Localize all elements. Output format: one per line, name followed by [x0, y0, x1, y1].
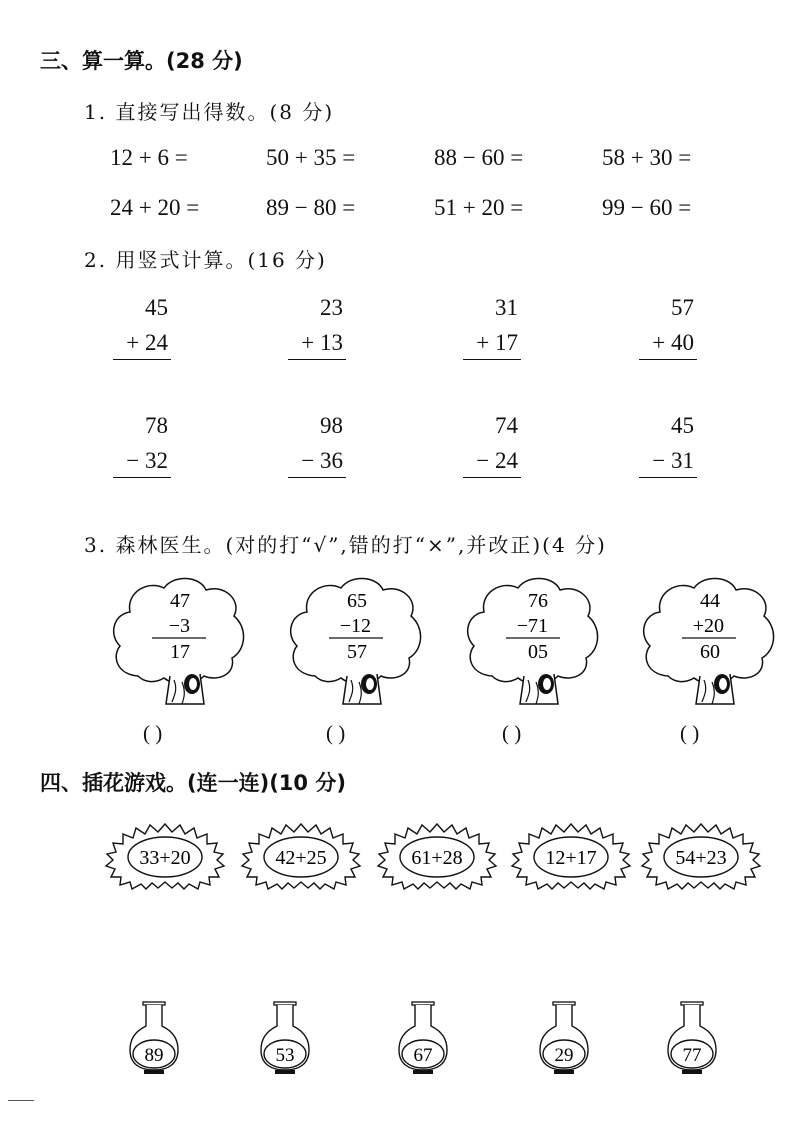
vase-illustration[interactable]	[255, 1000, 315, 1076]
vertical-bottom-number: − 32	[126, 448, 168, 473]
mental-math-item: 12 + 6 =	[110, 145, 188, 170]
vertical-bottom-number: − 36	[301, 448, 343, 473]
question-1-title: 1. 直接写出得数。(8 分)	[84, 100, 335, 124]
flower-illustration[interactable]	[376, 822, 498, 890]
vertical-top-number: 23	[320, 295, 343, 320]
answer-blank[interactable]: ( )	[143, 721, 163, 745]
vertical-underline	[463, 477, 521, 478]
vase-illustration[interactable]	[124, 1000, 184, 1076]
tree-operand: −71	[516, 615, 548, 637]
vase-number: 53	[275, 1045, 295, 1066]
mental-math-item: 24 + 20 =	[110, 195, 200, 220]
answer-blank[interactable]: ( )	[502, 721, 522, 745]
tree-top-number: 65	[347, 590, 367, 612]
tree-illustration	[638, 576, 778, 711]
mental-math-item: 58 + 30 =	[602, 145, 692, 170]
vase-illustration[interactable]	[534, 1000, 594, 1076]
vertical-top-number: 45	[671, 413, 694, 438]
vertical-underline	[639, 477, 697, 478]
tree-illustration	[108, 576, 248, 711]
vertical-bottom-number: − 24	[476, 448, 518, 473]
vertical-bottom-number: + 17	[476, 330, 518, 355]
vase-number: 89	[144, 1045, 164, 1066]
tree-illustration	[462, 576, 602, 711]
mental-math-item: 99 − 60 =	[602, 195, 692, 220]
vertical-underline	[463, 359, 521, 360]
flower-illustration[interactable]	[640, 822, 762, 890]
mental-math-item: 89 − 80 =	[266, 195, 356, 220]
tree-operand: +20	[692, 615, 724, 637]
vertical-bottom-number: + 40	[652, 330, 694, 355]
vertical-top-number: 45	[145, 295, 168, 320]
tree-top-number: 47	[170, 590, 190, 612]
vase-illustration[interactable]	[393, 1000, 453, 1076]
flower-illustration[interactable]	[104, 822, 226, 890]
section-4-title: 四、插花游戏。(连一连)(10 分)	[40, 771, 346, 795]
vase-illustration[interactable]	[662, 1000, 722, 1076]
answer-blank[interactable]: ( )	[326, 721, 346, 745]
vertical-top-number: 57	[671, 295, 694, 320]
vase-number: 67	[413, 1045, 433, 1066]
mental-math-item: 51 + 20 =	[434, 195, 524, 220]
tree-top-number: 76	[528, 590, 548, 612]
flower-illustration[interactable]	[510, 822, 632, 890]
vertical-underline	[113, 477, 171, 478]
tree-operand: −3	[168, 615, 190, 637]
vertical-bottom-number: − 31	[652, 448, 694, 473]
tree-operand: −12	[339, 615, 371, 637]
flower-expression: 42+25	[275, 847, 327, 869]
vertical-top-number: 98	[320, 413, 343, 438]
vertical-underline	[639, 359, 697, 360]
mental-math-item: 50 + 35 =	[266, 145, 356, 170]
vertical-top-number: 74	[495, 413, 518, 438]
vertical-underline	[113, 359, 171, 360]
flower-expression: 61+28	[411, 847, 463, 869]
mental-math-item: 88 − 60 =	[434, 145, 524, 170]
flower-expression: 12+17	[545, 847, 597, 869]
tree-result: 60	[700, 641, 720, 663]
flower-illustration[interactable]	[240, 822, 362, 890]
tree-illustration	[285, 576, 425, 711]
vertical-underline	[288, 359, 346, 360]
vertical-bottom-number: + 13	[301, 330, 343, 355]
section-3-title: 三、算一算。(28 分)	[40, 49, 243, 73]
tree-result: 57	[347, 641, 367, 663]
vertical-top-number: 78	[145, 413, 168, 438]
vertical-top-number: 31	[495, 295, 518, 320]
answer-blank[interactable]: ( )	[680, 721, 700, 745]
question-3-title: 3. 森林医生。(对的打“√”,错的打“×”,并改正)(4 分)	[84, 533, 607, 557]
question-2-title: 2. 用竖式计算。(16 分)	[84, 248, 327, 272]
tree-result: 05	[528, 641, 548, 663]
vertical-underline	[288, 477, 346, 478]
tree-top-number: 44	[700, 590, 720, 612]
flower-expression: 54+23	[675, 847, 727, 869]
vase-number: 77	[682, 1045, 702, 1066]
vertical-bottom-number: + 24	[126, 330, 168, 355]
tree-result: 17	[170, 641, 190, 663]
vase-number: 29	[554, 1045, 574, 1066]
page-edge-mark	[8, 1100, 34, 1101]
flower-expression: 33+20	[139, 847, 191, 869]
